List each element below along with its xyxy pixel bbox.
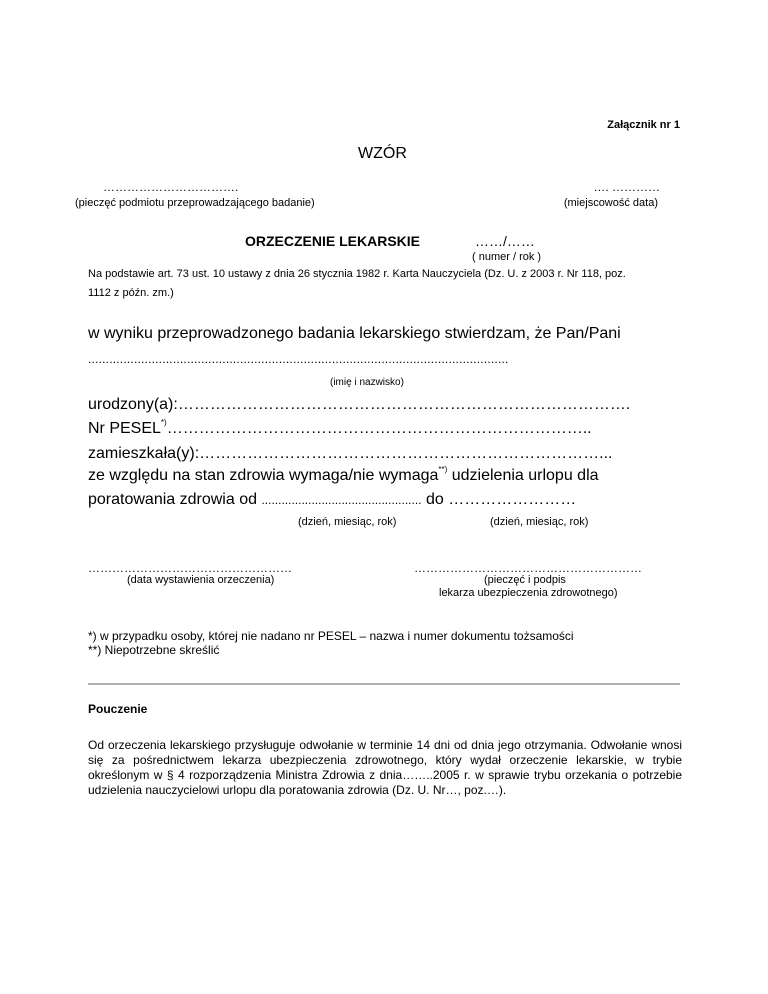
birth-label: urodzony(a): — [88, 396, 178, 413]
attachment-label: Załącznik nr 1 — [607, 119, 680, 131]
condition-line — [88, 467, 599, 485]
issue-date-caption: (data wystawienia orzeczenia) — [127, 574, 275, 586]
issue-date-dots: …………………………………………… — [88, 561, 292, 575]
document-number-caption: ( numer / rok ) — [472, 251, 542, 263]
pesel-label: Nr PESEL — [88, 420, 161, 437]
address-label: zamieszkała(y): — [88, 445, 200, 462]
place-date-caption: (miejscowość data) — [563, 197, 658, 209]
leave-line — [88, 491, 576, 509]
birth-line — [88, 396, 630, 414]
to-date-caption: (dzień, miesiąc, rok) — [490, 516, 589, 528]
stamp-dots: ……………………………. — [103, 180, 239, 194]
from-date-caption: (dzień, miesiąc, rok) — [298, 516, 397, 528]
address-dots: …………………………………………………………………... — [199, 445, 613, 462]
condition-text: ze względu na stan zdrowia wymaga/nie wymaga — [88, 467, 439, 484]
document-title: ORZECZENIE LEKARSKIE — [245, 233, 421, 249]
place-date-dots: …. ………… — [593, 180, 660, 194]
leave-from-label: poratowania zdrowia od — [88, 491, 257, 508]
footnote-pesel: *) w przypadku osoby, której nie nadano nr PESEL – nazwa i numer dokumentu tożsamości — [88, 629, 574, 643]
leave-to-label: do — [425, 491, 444, 508]
stamp-caption: (pieczęć podmiotu przeprowadzającego badanie) — [75, 197, 315, 209]
instruction-text: Od orzeczenia lekarskiego przysługuje odwołanie w terminie 14 dni od dnia jego otrzymania. Odwołanie wnosi się za pośrednictwem lekarza ubezpieczenia zdrowotnego, który wydał orzeczenie lekarskie, w trybie określonym w § 4 rozporządzenia Ministra Zdrowia z dnia……..2005 r. w sprawie trybu orzekania o potrzebie udzielenia nauczycielowi urlopu dla poratowania zdrowia (Dz. U. Nr…, poz.…). — [88, 738, 682, 797]
statement-text: w wyniku przeprowadzonego badania lekarskiego stwierdzam, że Pan/Pani — [88, 325, 621, 342]
legal-basis-line2: 1112 z późn. zm.) — [88, 287, 174, 299]
condition-text-end: udzielenia urlopu dla — [447, 467, 599, 484]
name-dots: ....................................................................................................................... — [88, 352, 509, 366]
footnote-strike: **) Niepotrzebne skreślić — [88, 643, 220, 657]
instruction-heading: Pouczenie — [88, 702, 148, 716]
condition-footnote-mark: **) — [438, 465, 448, 474]
pesel-footnote-mark: *) — [160, 418, 167, 427]
legal-basis-line1: Na podstawie art. 73 ust. 10 ustawy z dnia 26 stycznia 1982 r. Karta Nauczyciela (Dz. U. z 2003 r. Nr 118, poz. — [88, 268, 626, 280]
template-label: WZÓR — [358, 145, 407, 162]
section-divider — [88, 683, 680, 685]
leave-to-dots: …………………… — [448, 491, 577, 508]
name-caption: (imię i nazwisko) — [330, 377, 404, 388]
leave-from-dots: ................................................ — [261, 493, 422, 507]
doctor-stamp-caption-line2: lekarza ubezpieczenia zdrowotnego) — [439, 587, 618, 599]
birth-dots: …………………………………………………………………………. — [177, 396, 631, 413]
pesel-dots: …………………………………………………………………….. — [166, 420, 592, 437]
document-number-dots: ……/…… — [475, 233, 535, 249]
doctor-stamp-caption-line1: (pieczęć i podpis — [484, 574, 566, 586]
pesel-line — [88, 420, 592, 438]
doctor-stamp-dots: ………………………………………………… — [414, 561, 642, 575]
address-line — [88, 445, 612, 463]
